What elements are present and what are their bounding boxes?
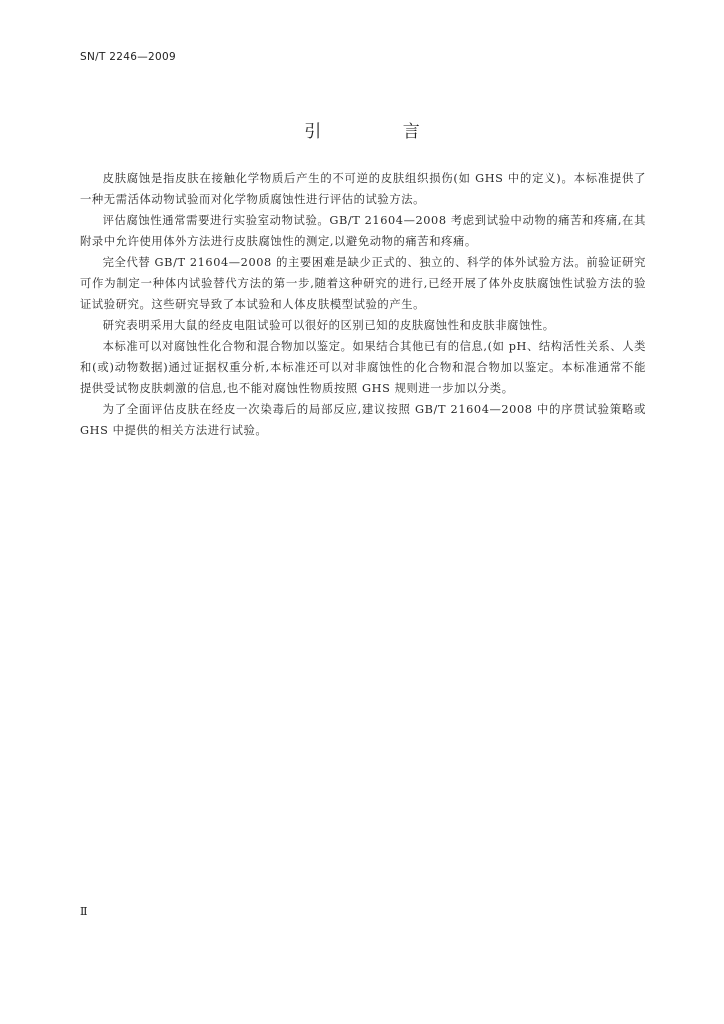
paragraph: 为了全面评估皮肤在经皮一次染毒后的局部反应,建议按照 GB/T 21604—2008 中的序贯试验策略或 GHS 中提供的相关方法进行试验。 bbox=[80, 403, 646, 437]
paragraph: 评估腐蚀性通常需要进行实验室动物试验。GB/T 21604—2008 考虑到试验中动物的痛苦和疼痛,在其附录中允许使用体外方法进行皮肤腐蚀性的测定,以避免动物的痛苦和疼痛。 bbox=[80, 214, 646, 248]
document-body bbox=[80, 168, 646, 441]
paragraph: 研究表明采用大鼠的经皮电阻试验可以很好的区别已知的皮肤腐蚀性和皮肤非腐蚀性。 bbox=[102, 319, 555, 332]
paragraph: 本标准可以对腐蚀性化合物和混合物加以鉴定。如果结合其他已有的信息,(如 pH、结构活性关系、人类和(或)动物数据)通过证据权重分析,本标准还可以对非腐蚀性的化合物和混合物加以鉴定。本标准通常不能提供受试物皮肤刺激的信息,也不能对腐蚀性物质按照 GHS 规则进一步加以分类。 bbox=[80, 340, 646, 395]
page-number: Ⅱ bbox=[80, 905, 88, 918]
paragraph: 皮肤腐蚀是指皮肤在接触化学物质后产生的不可逆的皮肤组织损伤(如 GHS 中的定义)。本标准提供了一种无需活体动物试验而对化学物质腐蚀性进行评估的试验方法。 bbox=[80, 172, 646, 206]
page-title: 引 言 bbox=[304, 122, 458, 142]
standard-code: SN/T 2246—2009 bbox=[80, 51, 176, 63]
paragraph: 完全代替 GB/T 21604—2008 的主要困难是缺少正式的、独立的、科学的体外试验方法。前验证研究可作为制定一种体内试验替代方法的第一步,随着这种研究的进行,已经开展了体外皮肤腐蚀性试验方法的验证试验研究。这些研究导致了本试验和人体皮肤模型试验的产生。 bbox=[80, 256, 646, 311]
